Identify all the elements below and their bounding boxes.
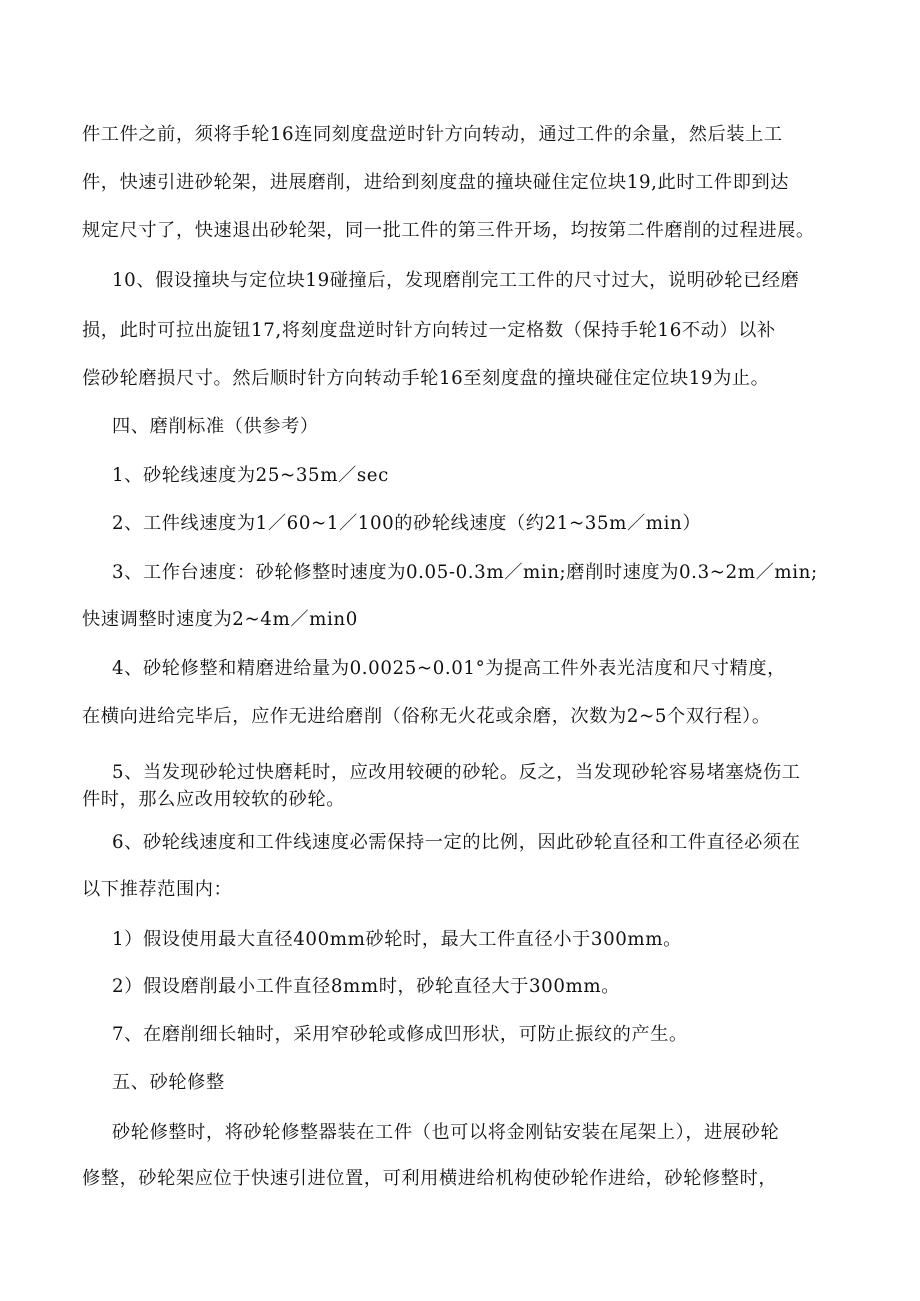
text-line: 10、假设撞块与定位块19碰撞后，发现磨削完工工件的尺寸过大，说明砂轮已经磨	[112, 270, 800, 291]
text-line: 砂轮修整时，将砂轮修整器装在工件（也可以将金刚钻安装在尾架上），进展砂轮	[112, 1122, 780, 1143]
text-line: 件，快速引进砂轮架，进展磨削，进给到刻度盘的撞块碰住定位块19,此时工件即到达	[82, 172, 790, 193]
text-line: 修整，砂轮架应位于快速引进位置，可利用横进给机构使砂轮作进给，砂轮修整时，	[82, 1168, 778, 1189]
text-line: 快速调整时速度为2~4m／min0	[82, 609, 358, 630]
section-heading: 四、磨削标准（供参考）	[112, 416, 319, 437]
text-line: 4、砂轮修整和精磨进给量为0.0025~0.01°为提高工件外表光洁度和尺寸精度，	[112, 658, 786, 679]
text-line: 1）假设使用最大直径400mm砂轮时，最大工件直径小于300mm。	[112, 929, 682, 950]
text-line: 件时，那么应改用较软的砂轮。	[82, 789, 346, 810]
text-line: 偿砂轮磨损尺寸。然后顺时针方向转动手轮16至刻度盘的撞块碰住定位块19为止。	[82, 368, 770, 389]
text-line: 损，此时可拉出旋钮17,将刻度盘逆时针方向转过一定格数（保持手轮16不动）以补	[82, 320, 776, 341]
text-line: 3、工作台速度：砂轮修整时速度为0.05-0.3m／min;磨削时速度为0.3~2m／min;	[112, 562, 818, 583]
section-heading: 五、砂轮修整	[112, 1072, 225, 1093]
text-line: 5、当发现砂轮过快磨耗时，应改用较硬的砂轮。反之，当发现砂轮容易堵塞烧伤工	[112, 762, 801, 783]
text-line: 6、砂轮线速度和工件线速度必需保持一定的比例，因此砂轮直径和工件直径必须在	[112, 832, 801, 853]
text-line: 规定尺寸了，快速退出砂轮架，同一批工件的第三件开场，均按第二件磨削的过程进展。	[82, 220, 815, 241]
text-line: 7、在磨削细长轴时，采用窄砂轮或修成凹形状，可防止振纹的产生。	[112, 1024, 688, 1045]
text-line: 以下推荐范围内：	[82, 879, 233, 900]
text-line: 在横向进给完毕后，应作无进给磨削（俗称无火花或余磨，次数为2~5个双行程）。	[82, 706, 771, 727]
text-line: 2）假设磨削最小工件直径8mm时，砂轮直径大于300mm。	[112, 976, 620, 997]
text-line: 2、工件线速度为1／60~1／100的砂轮线速度（约21~35m／min）	[112, 513, 702, 534]
text-line: 1、砂轮线速度为25~35m／sec	[112, 465, 389, 486]
text-line: 件工件之前，须将手轮16连同刻度盘逆时针方向转动，通过工件的余量，然后装上工	[82, 124, 783, 145]
